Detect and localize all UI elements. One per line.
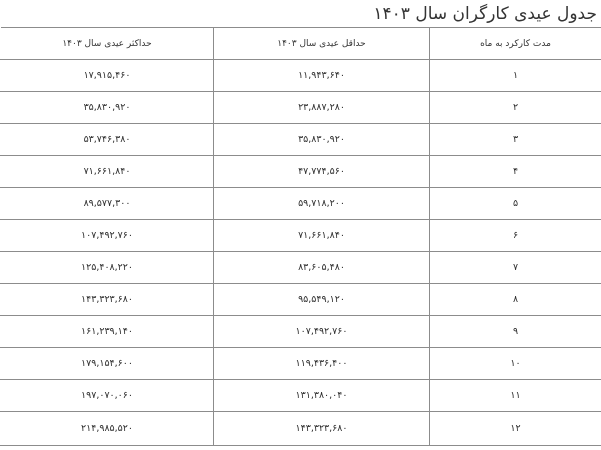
- cell-months: ۱۲: [430, 412, 601, 446]
- cell-months: ۹: [430, 316, 601, 348]
- cell-months: ۶: [430, 220, 601, 252]
- cell-max-bonus: ۲۱۴,۹۸۵,۵۲۰: [1, 412, 214, 446]
- cell-min-bonus: ۱۱۹,۴۳۶,۴۰۰: [214, 348, 430, 380]
- table-row: [1, 316, 601, 348]
- table-row: [1, 412, 601, 446]
- cell-months: ۵: [430, 188, 601, 220]
- cell-months: ۲: [430, 92, 601, 124]
- header-min-bonus: حداقل عیدی سال ۱۴۰۳: [214, 28, 430, 60]
- cell-months: ۸: [430, 284, 601, 316]
- cell-months: ۳: [430, 124, 601, 156]
- cell-months: ۷: [430, 252, 601, 284]
- table-row: [1, 220, 601, 252]
- cell-max-bonus: ۵۳,۷۴۶,۳۸۰: [1, 124, 214, 156]
- cell-max-bonus: ۱۷,۹۱۵,۴۶۰: [1, 60, 214, 92]
- table-row: [1, 60, 601, 92]
- table-row: [1, 124, 601, 156]
- cell-min-bonus: ۱۰۷,۴۹۲,۷۶۰: [214, 316, 430, 348]
- cell-min-bonus: ۵۹,۷۱۸,۲۰۰: [214, 188, 430, 220]
- table-row: [1, 92, 601, 124]
- bonus-table: [0, 27, 601, 446]
- table-header-row: [1, 28, 601, 60]
- table-row: [1, 252, 601, 284]
- table-row: [1, 348, 601, 380]
- cell-months: ۴: [430, 156, 601, 188]
- cell-max-bonus: ۱۰۷,۴۹۲,۷۶۰: [1, 220, 214, 252]
- cell-max-bonus: ۱۶۱,۲۳۹,۱۴۰: [1, 316, 214, 348]
- cell-max-bonus: ۱۷۹,۱۵۴,۶۰۰: [1, 348, 214, 380]
- table-row: [1, 284, 601, 316]
- cell-max-bonus: ۱۴۳,۳۲۳,۶۸۰: [1, 284, 214, 316]
- cell-min-bonus: ۳۵,۸۳۰,۹۲۰: [214, 124, 430, 156]
- cell-max-bonus: ۱۹۷,۰۷۰,۰۶۰: [1, 380, 214, 412]
- cell-months: ۱۰: [430, 348, 601, 380]
- cell-min-bonus: ۱۳۱,۳۸۰,۰۴۰: [214, 380, 430, 412]
- cell-max-bonus: ۳۵,۸۳۰,۹۲۰: [1, 92, 214, 124]
- cell-months: ۱۱: [430, 380, 601, 412]
- header-max-bonus: حداکثر عیدی سال ۱۴۰۳: [1, 28, 214, 60]
- cell-max-bonus: ۱۲۵,۴۰۸,۲۲۰: [1, 252, 214, 284]
- table-row: [1, 380, 601, 412]
- page-title: جدول عیدی کارگران سال ۱۴۰۳: [373, 4, 597, 24]
- cell-max-bonus: ۸۹,۵۷۷,۳۰۰: [1, 188, 214, 220]
- cell-min-bonus: ۴۷,۷۷۴,۵۶۰: [214, 156, 430, 188]
- table-row: [1, 188, 601, 220]
- cell-min-bonus: ۹۵,۵۴۹,۱۲۰: [214, 284, 430, 316]
- cell-min-bonus: ۸۳,۶۰۵,۴۸۰: [214, 252, 430, 284]
- cell-max-bonus: ۷۱,۶۶۱,۸۴۰: [1, 156, 214, 188]
- cell-min-bonus: ۱۴۳,۳۲۳,۶۸۰: [214, 412, 430, 446]
- table-row: [1, 156, 601, 188]
- cell-months: ۱: [430, 60, 601, 92]
- cell-min-bonus: ۱۱,۹۴۳,۶۴۰: [214, 60, 430, 92]
- cell-min-bonus: ۷۱,۶۶۱,۸۴۰: [214, 220, 430, 252]
- cell-min-bonus: ۲۳,۸۸۷,۲۸۰: [214, 92, 430, 124]
- header-months: مدت کارکرد به ماه: [430, 28, 601, 60]
